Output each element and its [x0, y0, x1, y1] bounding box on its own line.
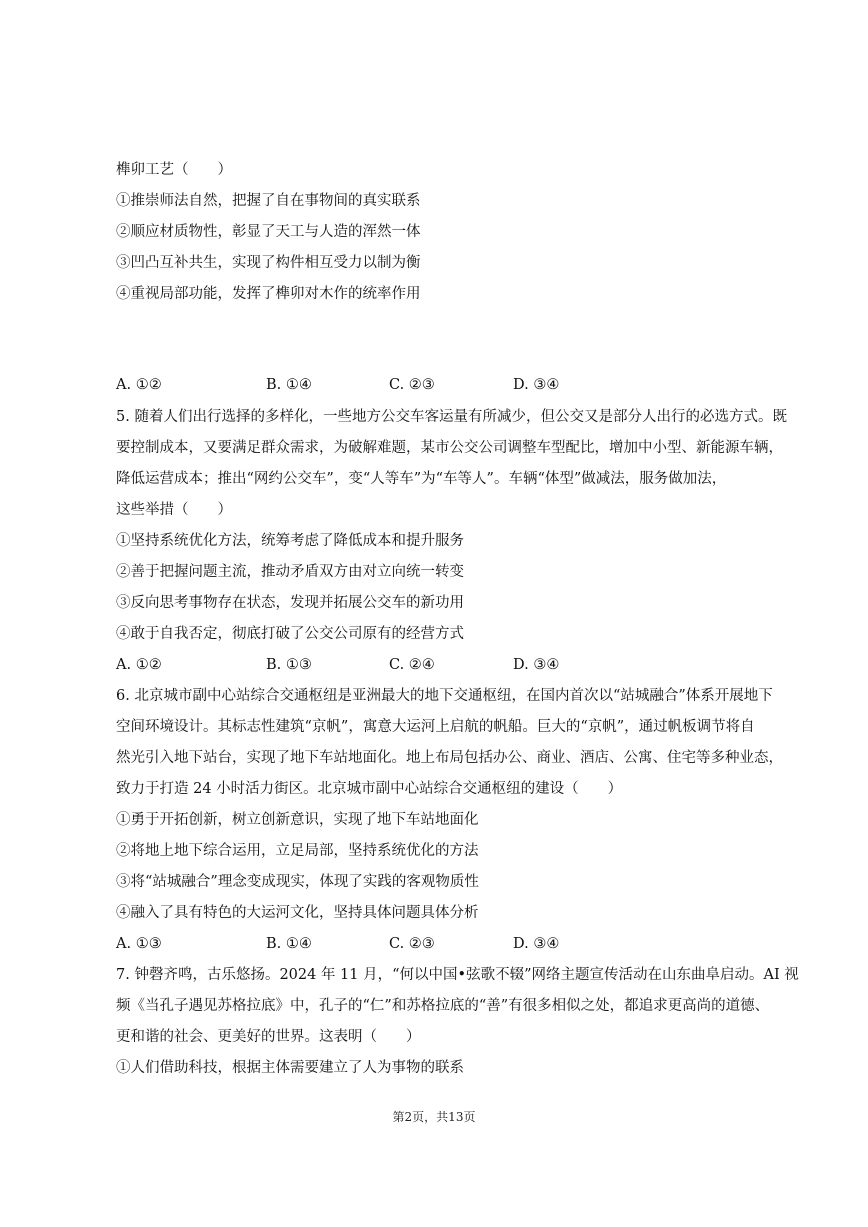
q6-stem-line-1: 6. 北京城市副中心站综合交通枢纽是亚洲最大的地下交通枢纽，在国内首次以“站城融合”体系开展地下: [116, 688, 773, 704]
q4-item-3: ③凹凸互补共生，实现了构件相互受力以制为衡: [116, 255, 421, 271]
q5-item-3: ③反向思考事物存在状态，发现并拓展公交车的新功用: [116, 595, 464, 611]
q7-stem-line-2: 频《当孔子遇见苏格拉底》中，孔子的“仁”和苏格拉底的“善”有很多相似之处，都追求更高尚的道德、: [116, 998, 770, 1014]
q5-option-d: D. ③④: [513, 657, 560, 673]
page-footer: 第2页，共13页: [392, 1110, 476, 1124]
q6-option-b: B. ①④: [266, 936, 312, 952]
q5-stem-line-2: 要控制成本，又要满足群众需求，为破解难题，某市公交公司调整车型配比，增加中小型、新能源车辆，: [116, 440, 783, 456]
q4-item-2: ②顺应材质物性，彰显了天工与人造的浑然一体: [116, 224, 421, 240]
q4-option-d: D. ③④: [513, 377, 560, 393]
q5-stem-line-1: 5. 随着人们出行选择的多样化，一些地方公交车客运量有所减少，但公交又是部分人出行的必选方式。既: [116, 409, 787, 425]
q6-stem-line-4: 致力于打造 24 小时活力街区。北京城市副中心站综合交通枢纽的建设（ ）: [116, 781, 623, 797]
q7-stem-line-1: 7. 钟磬齐鸣，古乐悠扬。2024 年 11 月，“何以中国•弦歌不辍”网络主题宣传活动在山东曲阜启动。AI 视: [116, 967, 799, 983]
q6-stem-line-2: 空间环境设计。其标志性建筑“京帆”，寓意大运河上启航的帆船。巨大的“京帆”，通过帆板调节将自: [116, 719, 755, 735]
q5-item-1: ①坚持系统优化方法，统筹考虑了降低成本和提升服务: [116, 533, 464, 549]
q5-option-b: B. ①③: [266, 657, 312, 673]
q4-item-4: ④重视局部功能，发挥了榫卯对木作的统率作用: [116, 286, 421, 302]
q6-option-a: A. ①③: [116, 936, 162, 952]
q5-item-4: ④敢于自我否定，彻底打破了公交公司原有的经营方式: [116, 626, 464, 642]
q5-item-2: ②善于把握问题主流，推动矛盾双方由对立向统一转变: [116, 564, 464, 580]
q5-option-a: A. ①②: [116, 657, 162, 673]
q4-option-a: A. ①②: [116, 377, 162, 393]
q4-option-c: C. ②③: [389, 377, 435, 393]
q5-stem-line-4: 这些举措（ ）: [116, 502, 232, 518]
q6-item-3: ③将“站城融合”理念变成现实，体现了实践的客观物质性: [116, 874, 479, 890]
q7-stem-line-3: 更和谐的社会、更美好的世界。这表明（ ）: [116, 1029, 421, 1045]
q6-item-2: ②将地上地下综合运用，立足局部，坚持系统优化的方法: [116, 843, 479, 859]
q4-option-b: B. ①④: [266, 377, 312, 393]
q6-stem-line-3: 然光引入地下站台，实现了地下车站地面化。地上布局包括办公、商业、酒店、公寓、住宅等多种业态，: [116, 750, 783, 766]
q4-item-1: ①推崇师法自然，把握了自在事物间的真实联系: [116, 193, 421, 209]
q6-option-d: D. ③④: [513, 936, 560, 952]
q4-stem: 榫卯工艺（ ）: [116, 162, 232, 178]
q6-option-c: C. ②③: [389, 936, 435, 952]
q6-item-4: ④融入了具有特色的大运河文化，坚持具体问题具体分析: [116, 905, 479, 921]
q5-stem-line-3: 降低运营成本；推出“网约公交车”，变“人等车”为“车等人”。车辆“体型”做减法，服务做加法，: [116, 471, 727, 487]
q6-item-1: ①勇于开拓创新，树立创新意识，实现了地下车站地面化: [116, 812, 479, 828]
q5-option-c: C. ②④: [389, 657, 435, 673]
q7-item-1: ①人们借助科技，根据主体需要建立了人为事物的联系: [116, 1060, 464, 1076]
